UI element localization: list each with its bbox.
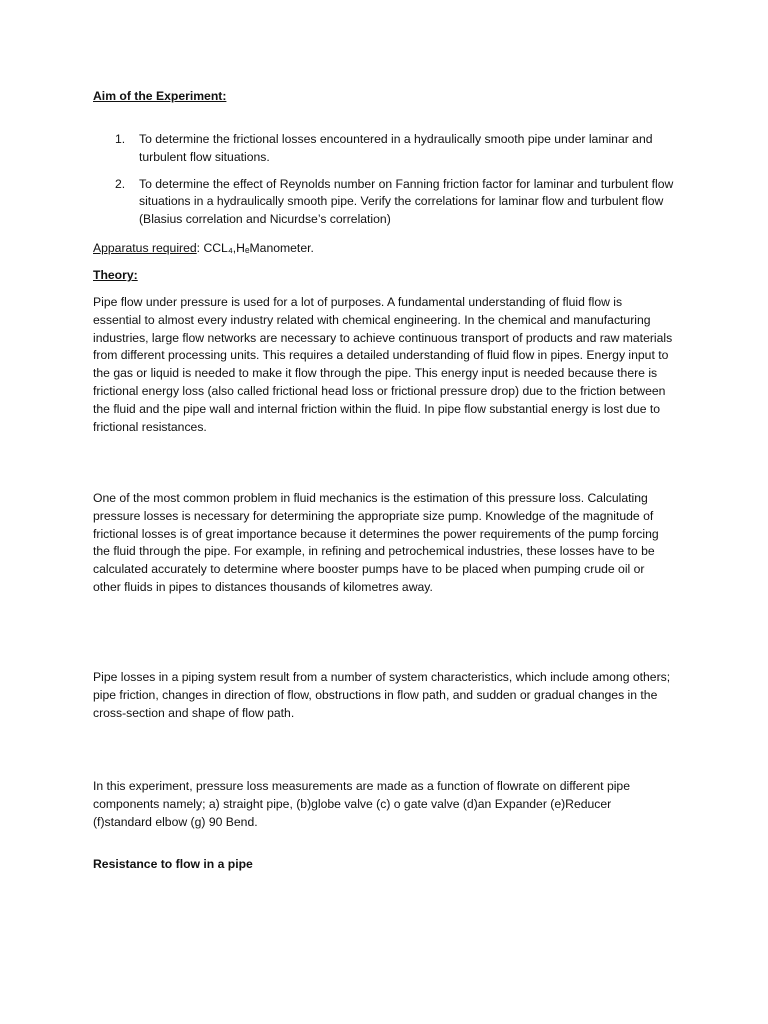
paragraph (93, 490, 673, 597)
list-number: 2. (115, 176, 126, 191)
paragraph-text: Pipe losses in a piping system result from a number of system characteristics, which include among others; pipe friction, changes in direction of flow, obstructions in flow path, and sudden or gradual changes in the cross-section and shape of flow path. (93, 670, 671, 720)
list-item (93, 176, 693, 229)
list-item (93, 131, 693, 167)
paragraph (93, 778, 673, 831)
aims-list (93, 131, 693, 238)
list-number: 1. (115, 132, 126, 146)
list-text: To determine the effect of Reynolds number on Fanning friction factor for laminar and turbulent flow situations in a hydraulically smooth pipe. Verify the correlations for laminar flow and turbulent flow (Blasius correlation and Nicurdse’s correlation) (139, 176, 674, 227)
aim-heading: Aim of the Experiment: (93, 89, 227, 103)
paragraph-text: Pipe flow under pressure is used for a lot of purposes. A fundamental understanding of fluid flow is essential to almost every industry related with chemical engineering. In the chemical and manufacturing industries, large flow networks are necessary to achieve continuous transport of products and raw materials from different processing units. This requires a detailed understanding of fluid flow in pipes. Energy input to the gas or liquid is needed to make it flow through the pipe. This energy input is needed because there is frictional energy loss (also called frictional head loss or frictional pressure drop) due to the friction between the fluid and the pipe wall and internal friction within the fluid. In pipe flow substantial energy is lost due to frictional resistances. (93, 295, 673, 434)
paragraph-text: One of the most common problem in fluid mechanics is the estimation of this pressure loss. Calculating pressure losses is necessary for determining the appropriate size pump. Knowledge of the magnitude of frictional losses is of great importance because it determines the power requirements of the pump forcing the fluid through the pipe. For example, in refining and petrochemical industries, these losses have to be calculated accurately to determine where booster pumps have to be placed when pumping crude oil or other fluids in pipes to distances thousands of kilometres away. (93, 491, 659, 594)
paragraph (93, 294, 673, 436)
apparatus-line (93, 240, 673, 258)
list-text: To determine the frictional losses encountered in a hydraulically smooth pipe under laminar and turbulent flow situations. (139, 132, 653, 164)
theory-heading: Theory: (93, 268, 138, 282)
section-heading: Resistance to flow in a pipe (93, 857, 253, 871)
apparatus-label: Apparatus required (93, 241, 197, 255)
paragraph-text: In this experiment, pressure loss measurements are made as a function of flowrate on different pipe components namely; a) straight pipe, (b)globe valve (c) o gate valve (d)an Expander (e)Reducer (f)standard elbow (g) 90 Bend. (93, 779, 630, 829)
apparatus-text: : CCL₄,HₑManometer. (196, 241, 314, 255)
paragraph (93, 669, 673, 722)
